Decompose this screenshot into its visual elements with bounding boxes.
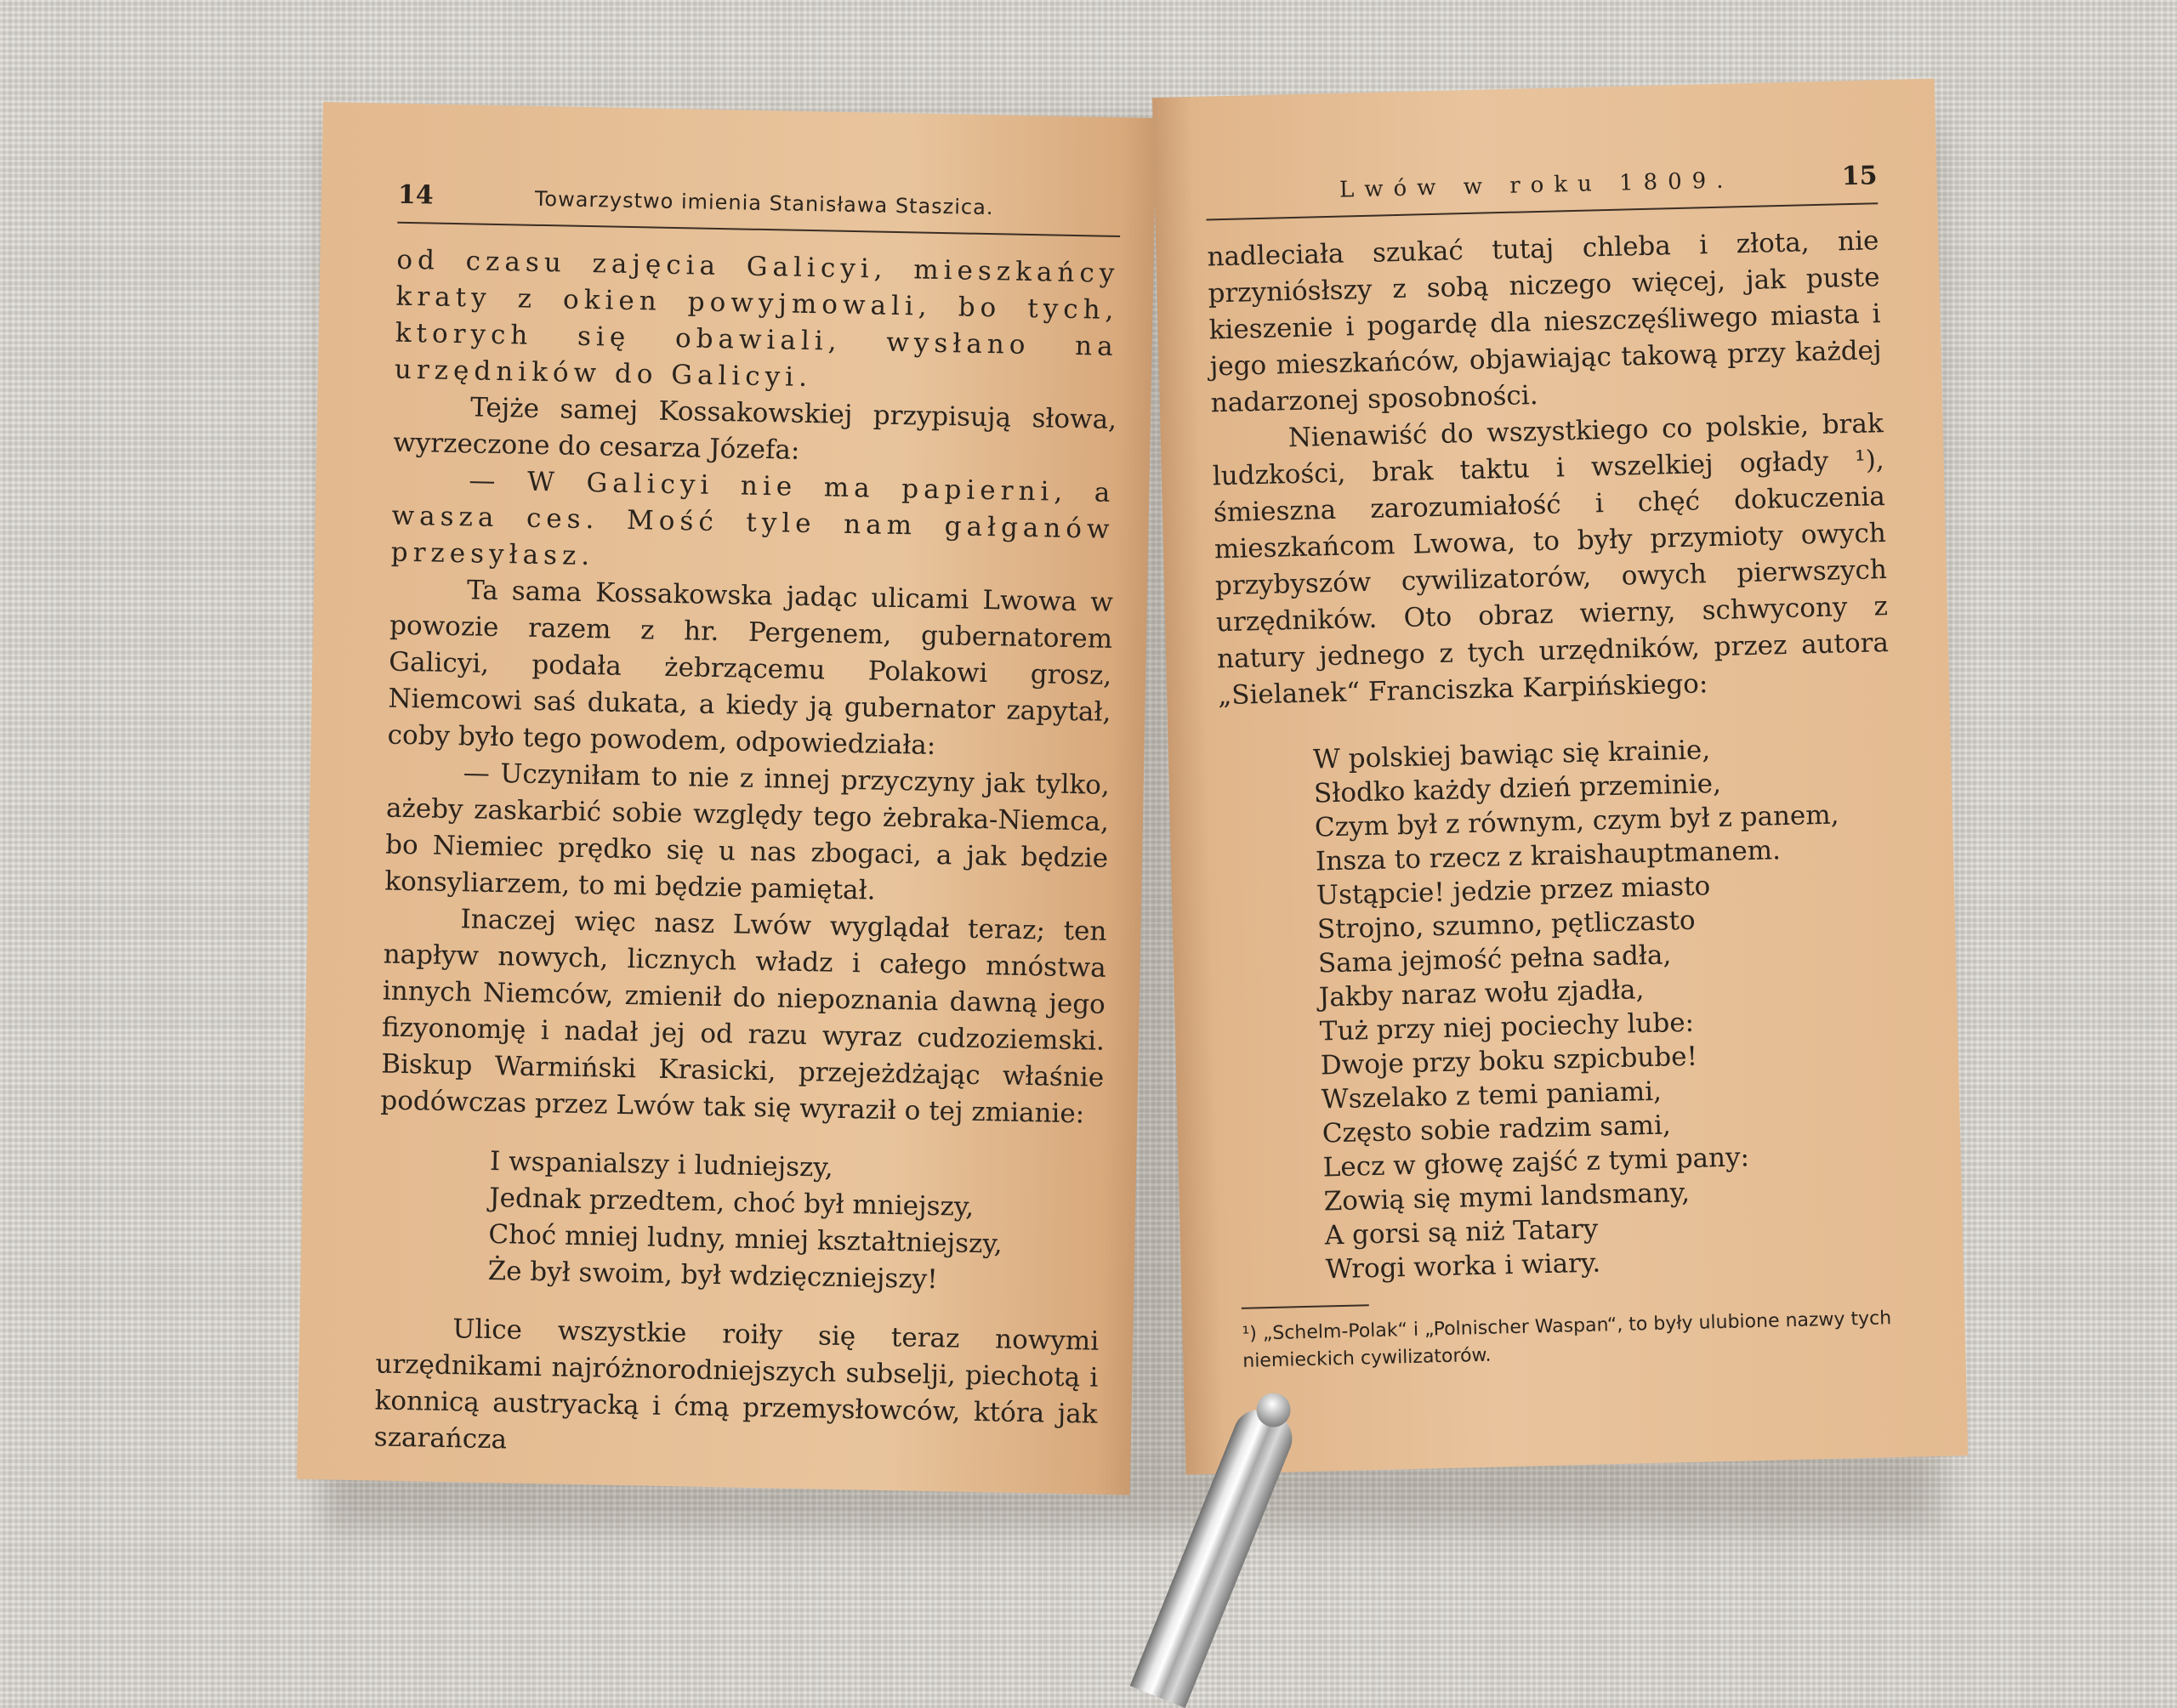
poem-line: Często sobie radzim sami, bbox=[1322, 1109, 1672, 1149]
poem-line: Lecz w głowę zajść z tymi pany: bbox=[1322, 1142, 1750, 1183]
footnote-rule bbox=[1242, 1304, 1369, 1309]
left-page-number: 14 bbox=[397, 179, 434, 211]
right-running-head bbox=[1205, 161, 1878, 220]
poem-line: Tuż przy niej pociechy lube: bbox=[1319, 1007, 1695, 1047]
paragraph: Inaczej więc nasz Lwów wyglądał teraz; ten napływ nowych, licznych władz i całego mnóstwa innych Niemców, zmienił do niepoznania dawną jego fizyonomję i nadał jej od razu wyraz cudzoziemski. Biskup Warmiński Krasicki, przejeżdżając właśnie podówczas przez Lwów tak się wyraził o tej zmianie: bbox=[380, 904, 1107, 1130]
paragraph: Tejże samej Kossakowskiej przypisują słowa, wyrzeczone do cesarza Józefa: bbox=[392, 392, 1117, 466]
left-running-head bbox=[397, 180, 1121, 237]
footnote: ¹) „Schelm-Polak“ i „Polnischer Waspan“, to były ulubione nazwy tych niemieckich cywilizatorów. bbox=[1242, 1308, 1892, 1372]
poem-line: Sama jejmość pełna sadła, bbox=[1317, 939, 1672, 979]
left-page bbox=[297, 102, 1157, 1495]
poem-line: Wrogi worka i wiary. bbox=[1325, 1247, 1601, 1285]
poem-line: Wszelako z temi paniami, bbox=[1321, 1075, 1663, 1115]
left-running-title: Towarzystwo imienia Stanisława Staszica. bbox=[534, 186, 994, 220]
poem-line: Że był swoim, był wdzięczniejszy! bbox=[487, 1255, 938, 1296]
left-body-text bbox=[380, 242, 1120, 1133]
paragraph: Ta sama Kossakowska jadąc ulicami Lwowa w powozie razem z hr. Pergenem, gubernatorem Galicyi, podała żebrzącemu Polakowi grosz, Niemcowi saś dukata, a kiedy ją gubernator zapytał, coby było tego powodem, odpowiedziała: bbox=[387, 575, 1114, 761]
poem-line: A gorsi są niż Tatary bbox=[1324, 1213, 1599, 1251]
paragraph: nadleciała szukać tutaj chleba i złota, nie przyniósłszy z sobą niczego więcej, jak puste kieszenie i pogardę dla nieszczęśliwego miasta i jego mieszkańców, objawiając takową przy każdej nadarzonej sposobności. bbox=[1207, 225, 1882, 419]
poem-line: Insza to rzecz z kraishauptmanem. bbox=[1315, 835, 1782, 877]
poem-line: Czym był z równym, czym był z panem, bbox=[1314, 799, 1839, 843]
right-poem bbox=[1313, 729, 1904, 1286]
poem-line: I wspanialszy i ludniejszy, bbox=[489, 1145, 833, 1183]
poem-line: Jakby naraz wołu zjadła, bbox=[1318, 974, 1645, 1013]
poem-line: W polskiej bawiąc się krainie, bbox=[1312, 735, 1711, 775]
poem-line: Słodko każdy dzień przeminie, bbox=[1313, 768, 1722, 809]
poem-line: Jednak przedtem, choć był mniejszy, bbox=[488, 1182, 975, 1223]
right-page-number: 15 bbox=[1841, 161, 1878, 192]
poem-line: Dwoje przy boku szpicbube! bbox=[1320, 1041, 1698, 1081]
poem-line: Strojno, szumno, pętliczasto bbox=[1316, 905, 1697, 945]
right-running-title: Lwów w roku 1809. bbox=[1339, 167, 1734, 203]
left-poem bbox=[487, 1143, 1102, 1302]
paragraph: — W Galicyi nie ma papierni, a wasza ces. Mość tyle nam gałganów przesyłasz. bbox=[390, 465, 1116, 572]
poem-line: Zowią się mymi landsmany, bbox=[1323, 1177, 1691, 1217]
paragraph: Nienawiść do wszystkiego co polskie, brak ludzkości, brak taktu i wszelkiej ogłady ¹), śmieszna zarozumiałość i chęć dokuczenia mieszkańcom Lwowa, to były przymioty owych przybyszów cywilizatorów, owych pierwszych urzędników. Oto obraz wierny, schwycony z natury jednego z tych urzędników, przez autora „Sielanek“ Franciszka Karpińskiego: bbox=[1212, 408, 1890, 712]
poem-line: Choć mniej ludny, mniej kształtniejszy, bbox=[488, 1218, 1003, 1260]
paragraph: — Uczyniłam to nie z innej przyczyny jak tylko, ażeby zaskarbić sobie względy tego żebraka-Niemca, bo Niemiec prędko się u nas zbogaci, a jak będzie konsyliarzem, to mi będzie pamiętał. bbox=[384, 758, 1111, 906]
left-closing-text bbox=[373, 1309, 1099, 1469]
poem-line: Ustąpcie! jedzie przez miasto bbox=[1316, 871, 1711, 911]
paragraph: od czasu zajęcia Galicyi, mieszkańcy kraty z okien powyjmowali, bo tych, ktorych się obawiali, wysłano na urzędników do Galicyi. bbox=[394, 244, 1120, 394]
paragraph: Ulice wszystkie roiły się teraz nowymi urzędnikami najróżnorodniejszych subselji, piechotą i konnicą austryacką i ćmą przemysłowców, która jak szarańcza bbox=[373, 1314, 1100, 1455]
right-body-text bbox=[1207, 223, 1890, 714]
right-page bbox=[1152, 79, 1968, 1475]
